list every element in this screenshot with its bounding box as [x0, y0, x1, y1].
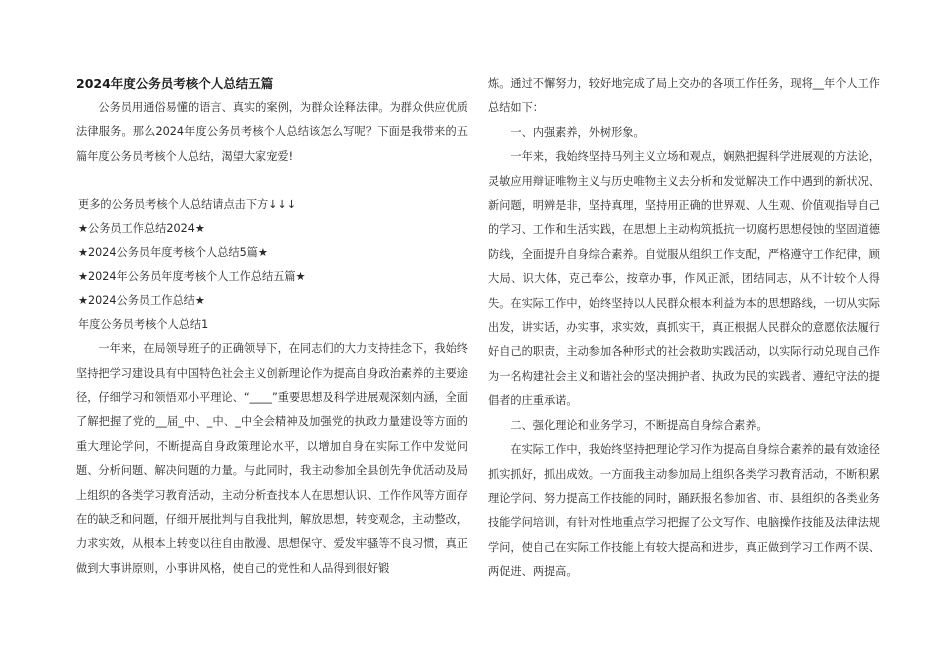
body-paragraph: 一年来，在局领导班子的正确领导下，在同志们的大力支持挂念下，我始终坚持把学习建设具有中国特色社会主义创新理论作为提高自身政治素养的主要途径，仔细学习和领悟邓小平理论、“____”重要思想及科学进展观深刻内涵，全面了解把握了党的__届_中、_中、_中全会精神及加强党的执政力量建设等方面的重大理论学问，不断提高自身政策理论水平，以增加自身在实际工作中发觉问题、分析问题、解决问题的力量。与此同时，我主动参加全县创先争优活动及局上组织的各类学习教育活动，主动分析查找本人在思想认识、工作作风等方面存在的缺乏和问题，仔细开展批判与自我批判，解放思想，转变观念，主动整改，力求实效，从根本上转变以往自由散漫、思想保守、爱发牢骚等不良习惯，真正做到大事讲原则，小事讲风格，使自己的党性和人品得到很好锻: [76, 342, 468, 575]
intro-paragraph: 公务员用通俗易懂的语言、真实的案例，为群众诠释法律。为群众供应优质法律服务。那么2024年度公务员考核个人总结该怎么写呢？下面是我带来的五篇年度公务员考核个人总结，渴望大家宠爱!: [76, 101, 468, 163]
link-item[interactable]: ★公务员工作总结2024★: [78, 222, 205, 236]
section-heading: 一、内强素养，外树形象。: [510, 125, 645, 139]
link-item[interactable]: ★2024公务员工作总结★: [78, 294, 205, 308]
continued-paragraph: 炼。通过不懈努力，较好地完成了局上交办的各项工作任务，现将__年个人工作总结如下：: [488, 77, 880, 115]
section-heading: 二、强化理论和业务学习，不断提高自身综合素养。: [510, 418, 768, 432]
body-paragraph: 一年来，我始终坚持马列主义立场和观点，娴熟把握科学进展观的方法论，灵敏应用辩证唯物主义与历史唯物主义去分析和发觉解决工作中遇到的新状况、新问题，明辨是非，坚持真理，坚持用正确的世界观、人生观、价值观指导自己的学习、工作和生活实践，在思想上主动构筑抵抗一切腐朽思想侵蚀的坚固道德防线，全面提升自身综合素养。自觉服从组织工作支配，严格遵守工作纪律，顾大局、识大体，克己奉公，按章办事，作风正派，团结同志，从不计较个人得失。在实际工作中，始终坚持以人民群众根本利益为本的思想路线，一切从实际出发，讲实话，办实事，求实效，真抓实干，真正根据人民群众的意愿依法履行好自己的职责，主动参加各种形式的社会救助实践活动，以实际行动兑现自己作为一名构建社会主义和谐社会的坚决拥护者、执政为民的实践者、遵纪守法的提倡者的庄重承诺。: [488, 150, 880, 408]
more-prompt: 更多的公务员考核个人总结请点击下方↓↓↓: [78, 198, 297, 212]
left-column: [76, 72, 468, 581]
link-item[interactable]: ★2024公务员年度考核个人总结5篇★: [78, 246, 268, 260]
right-column: [488, 72, 880, 585]
spacer: [76, 169, 468, 193]
link-item[interactable]: ★2024年公务员年度考核个人工作总结五篇★: [78, 270, 306, 284]
section-heading: 年度公务员考核个人总结1: [78, 318, 209, 332]
document-title: 2024年度公务员考核个人总结五篇: [76, 76, 274, 91]
body-paragraph: 在实际工作中，我始终坚持把理论学习作为提高自身综合素养的最有效途径抓实抓好，抓出成效。一方面我主动参加局上组织各类学习教育活动，不断积累理论学问、努力提高工作技能的同时，踊跃报名参加省、市、县组织的各类业务技能学问培训，有针对性地重点学习把握了公文写作、电脑操作技能及法律法规学问，使自己在实际工作技能上有较大提高和进步，真正做到学习工作两不误、两促进、两提高。: [488, 443, 880, 579]
